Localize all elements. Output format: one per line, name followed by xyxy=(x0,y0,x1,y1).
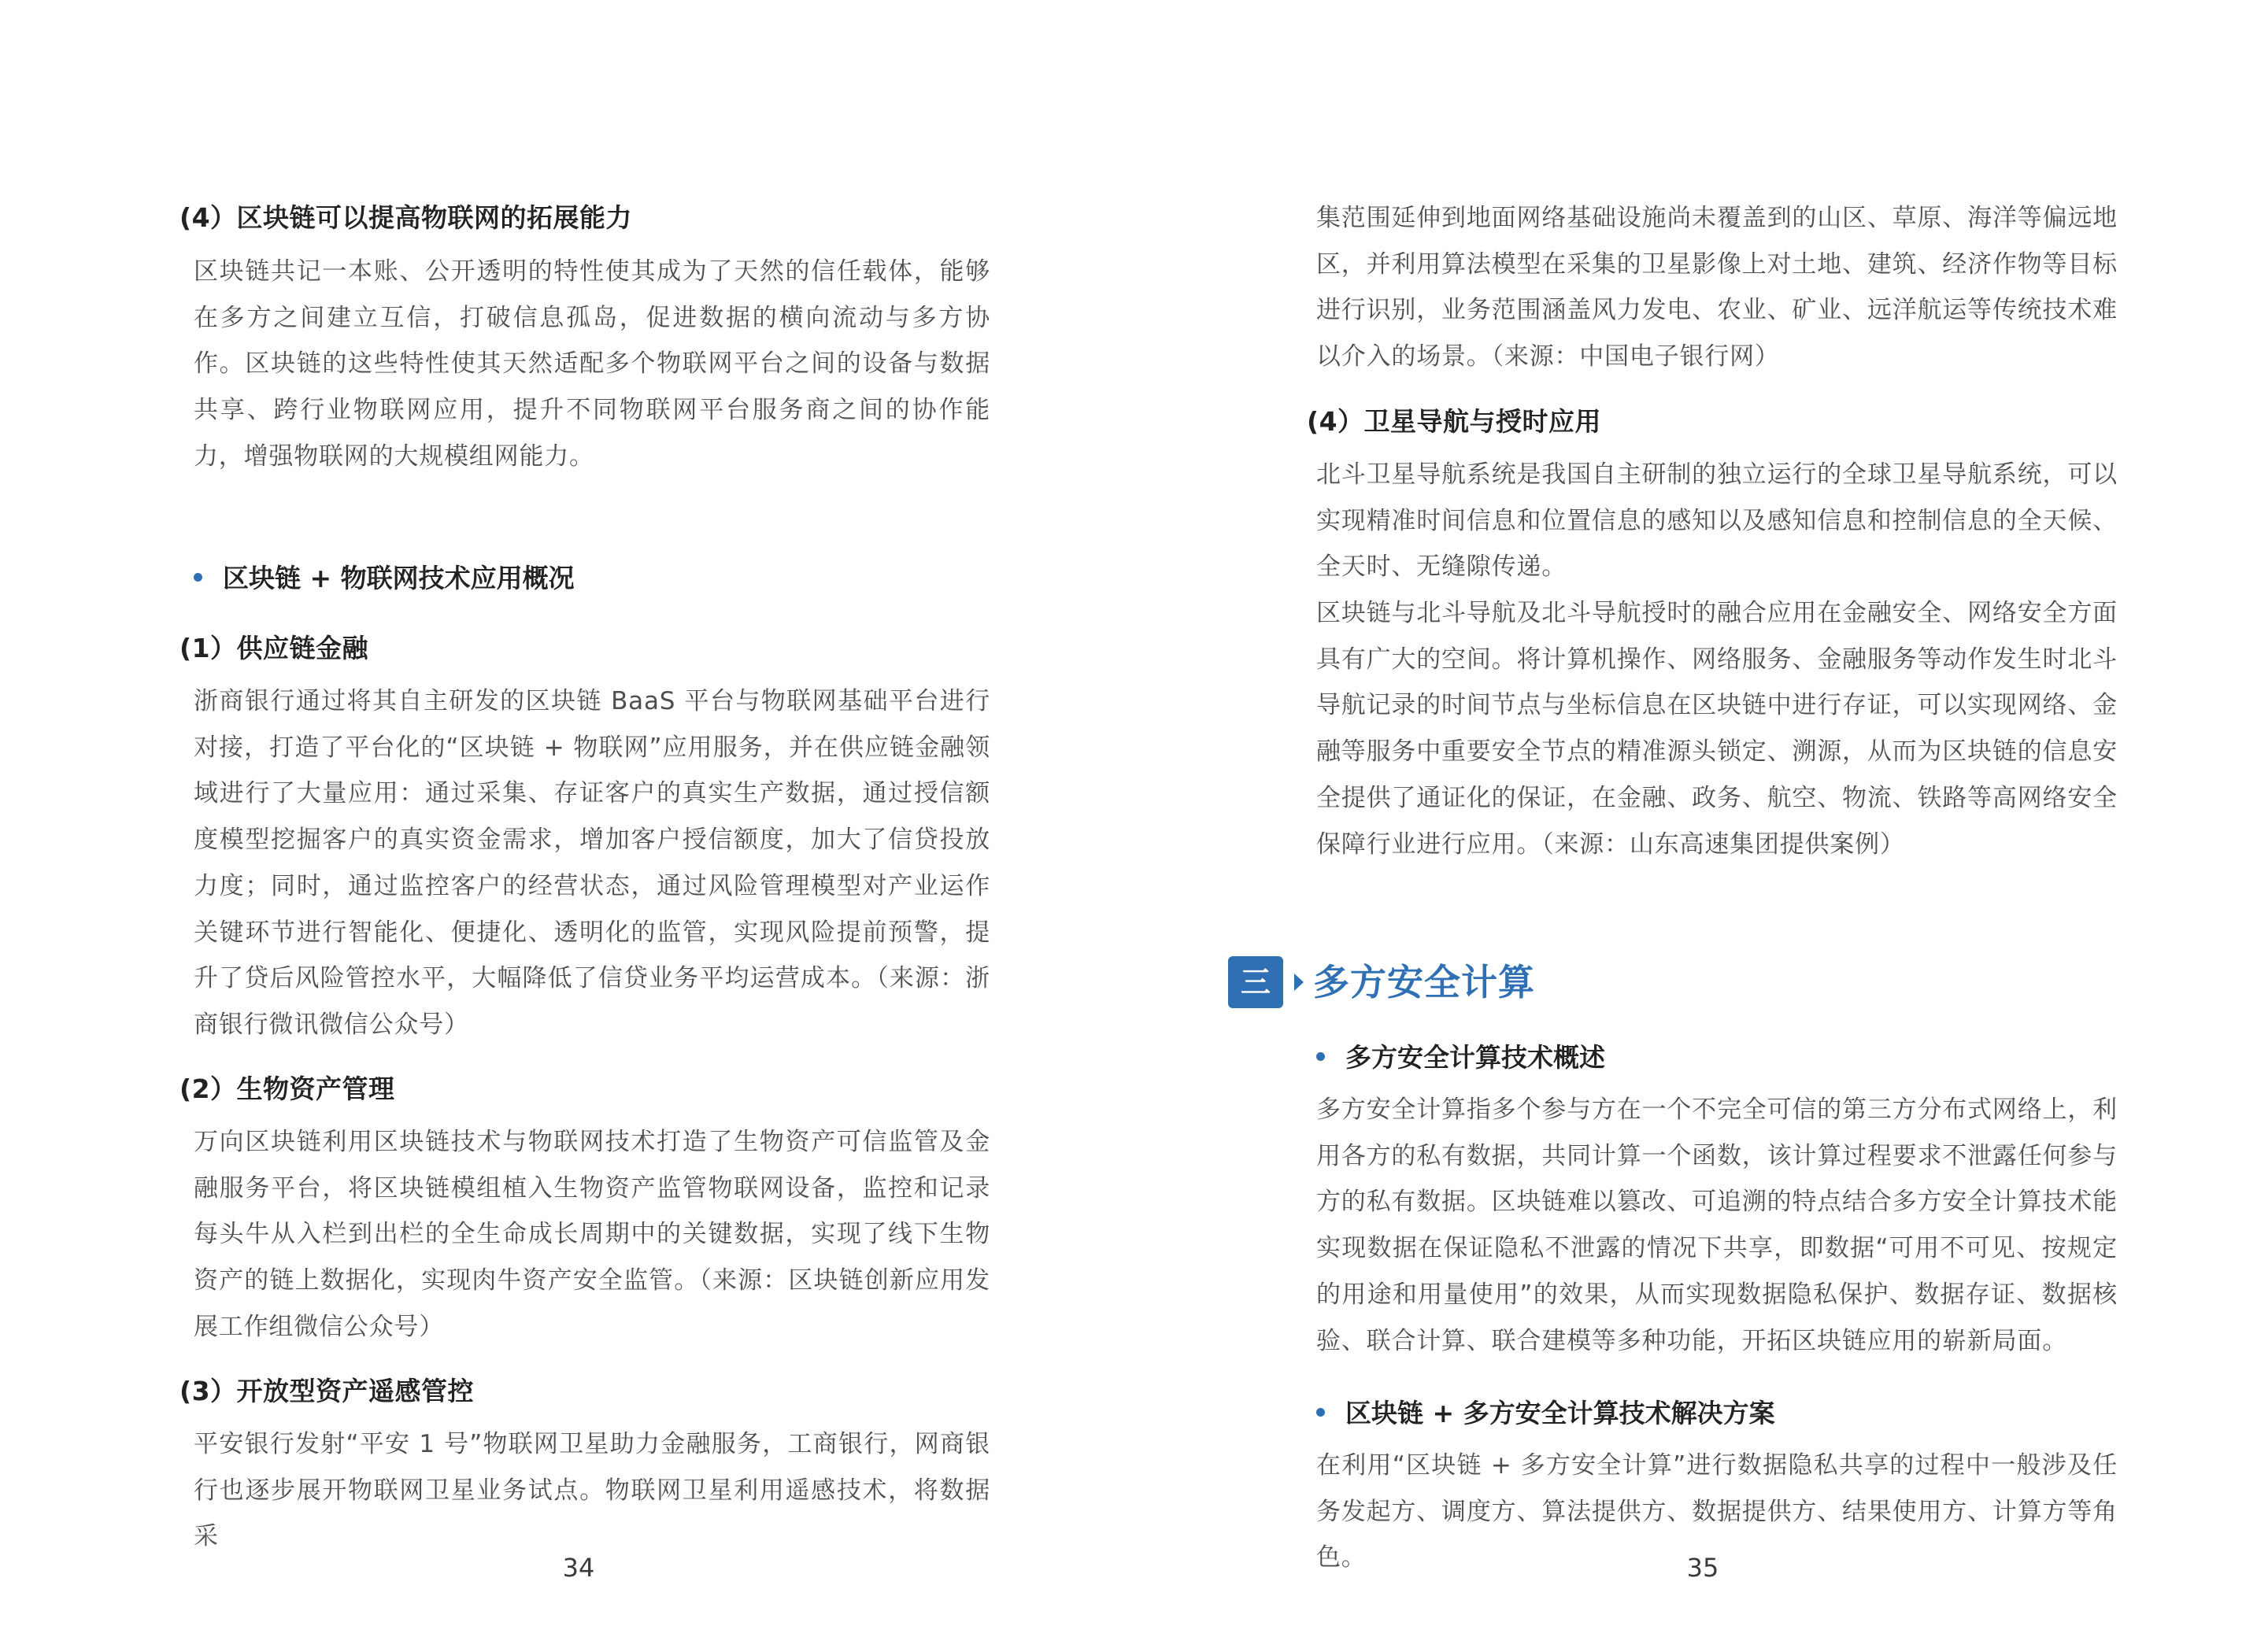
bullet-heading-mpc-overview xyxy=(1316,1040,2103,1076)
bullet-dot-icon xyxy=(1316,1052,1325,1061)
page-number-right: 35 xyxy=(1686,1553,1719,1583)
heading-supply-chain: (1）供应链金融 xyxy=(179,633,369,663)
bullet-heading-text: 区块链 + 物联网技术应用概况 xyxy=(223,563,575,593)
paragraph-mpc-solution: 在利用“区块链 + 多方安全计算”进行数据隐私共享的过程中一般涉及任务发起方、调度方、算法提供方、数据提供方、结果使用方、计算方等角色。 xyxy=(1316,1451,2118,1572)
heading-satellite-nav: (4）卫星导航与授时应用 xyxy=(1307,406,1602,437)
paragraph-remote-sensing: 平安银行发射“平安 1 号”物联网卫星助力金融服务，工商银行，网商银行也逐步展开物联网卫星业务试点。物联网卫星利用遥感技术，将数据采 xyxy=(194,1430,990,1551)
paragraph-scalability: 区块链共记一本账、公开透明的特性使其成为了天然的信任载体，能够在多方之间建立互信，打破信息孤岛，促进数据的横向流动与多方协作。区块链的这些特性使其天然适配多个物联网平台之间的设备与数据共享、跨行业物联网应用，提升不同物联网平台服务商之间的协作能力，增强物联网的大规模组网能力。 xyxy=(194,257,990,471)
paragraph-satellite-nav-1: 北斗卫星导航系统是我国自主研制的独立运行的全球卫星导航系统，可以实现精准时间信息和位置信息的感知以及感知信息和控制信息的全天候、全天时、无缝隙传递。 xyxy=(1316,460,2118,582)
section-title: 多方安全计算 xyxy=(1313,961,1535,1003)
heading-scalability: (4）区块链可以提高物联网的拓展能力 xyxy=(179,202,633,233)
bullet-dot-icon xyxy=(1316,1408,1325,1417)
page-number-left: 34 xyxy=(562,1553,595,1583)
paragraph-remote-sensing-cont: 集范围延伸到地面网络基础设施尚未覆盖到的山区、草原、海洋等偏远地区，并利用算法模型在采集的卫星影像上对土地、建筑、经济作物等目标进行识别，业务范围涵盖风力发电、农业、矿业、远洋航运等传统技术难以介入的场景。（来源：中国电子银行网） xyxy=(1316,204,2118,371)
paragraph-mpc-overview: 多方安全计算指多个参与方在一个不完全可信的第三方分布式网络上，利用各方的私有数据，共同计算一个函数，该计算过程要求不泄露任何参与方的私有数据。区块链难以篡改、可追溯的特点结合多方安全计算技术能实现数据在保证隐私不泄露的情况下共享，即数据“可用不可见、按规定的用途和用量使用”的效果，从而实现数据隐私保护、数据存证、数据核验、联合计算、联合建模等多种功能，开拓区块链应用的崭新局面。 xyxy=(1316,1096,2118,1355)
heading-remote-sensing: (3）开放型资产遥感管控 xyxy=(179,1376,475,1406)
paragraph-satellite-nav-2: 区块链与北斗导航及北斗导航授时的融合应用在金融安全、网络安全方面具有广大的空间。将计算机操作、网络服务、金融服务等动作发生时北斗导航记录的时间节点与坐标信息在区块链中进行存证，可以实现网络、金融等服务中重要安全节点的精准源头锁定、溯源，从而为区块链的信息安全提供了通证化的保证，在金融、政务、航空、物流、铁路等高网络安全保障行业进行应用。（来源：山东高速集团提供案例） xyxy=(1316,599,2118,859)
bullet-heading-mpc-solution xyxy=(1316,1395,2103,1432)
bullet-heading-text: 多方安全计算技术概述 xyxy=(1345,1042,1605,1073)
paragraph-supply-chain: 浙商银行通过将其自主研发的区块链 BaaS 平台与物联网基础平台进行对接，打造了平台化的“区块链 + 物联网”应用服务，并在供应链金融领域进行了大量应用：通过采集、存证客户的真实生产数据，通过授信额度模型挖掘客户的真实资金需求，增加客户授信额度，加大了信贷投放力度；同时，通过监控客户的经营状态，通过风险管理模型对产业运作关键环节进行智能化、便捷化、透明化的监管，实现风险提前预警，提升了贷后风险管控水平，大幅降低了信贷业务平均运营成本。（来源：浙商银行微讯微信公众号） xyxy=(194,687,990,1039)
paragraph-bio-assets: 万向区块链利用区块链技术与物联网技术打造了生物资产可信监管及金融服务平台，将区块链模组植入生物资产监管物联网设备，监控和记录每头牛从入栏到出栏的全生命成长周期中的关键数据，实现了线下生物资产的链上数据化，实现肉牛资产安全监管。（来源：区块链创新应用发展工作组微信公众号） xyxy=(194,1128,990,1341)
bullet-heading-text: 区块链 + 多方安全计算技术解决方案 xyxy=(1345,1398,1775,1428)
bullet-heading-overview xyxy=(194,560,981,597)
heading-bio-assets: (2）生物资产管理 xyxy=(179,1073,395,1104)
section-arrow-icon xyxy=(1294,974,1304,991)
bullet-dot-icon xyxy=(194,573,202,582)
section-number-badge: 三 xyxy=(1228,956,1283,1008)
